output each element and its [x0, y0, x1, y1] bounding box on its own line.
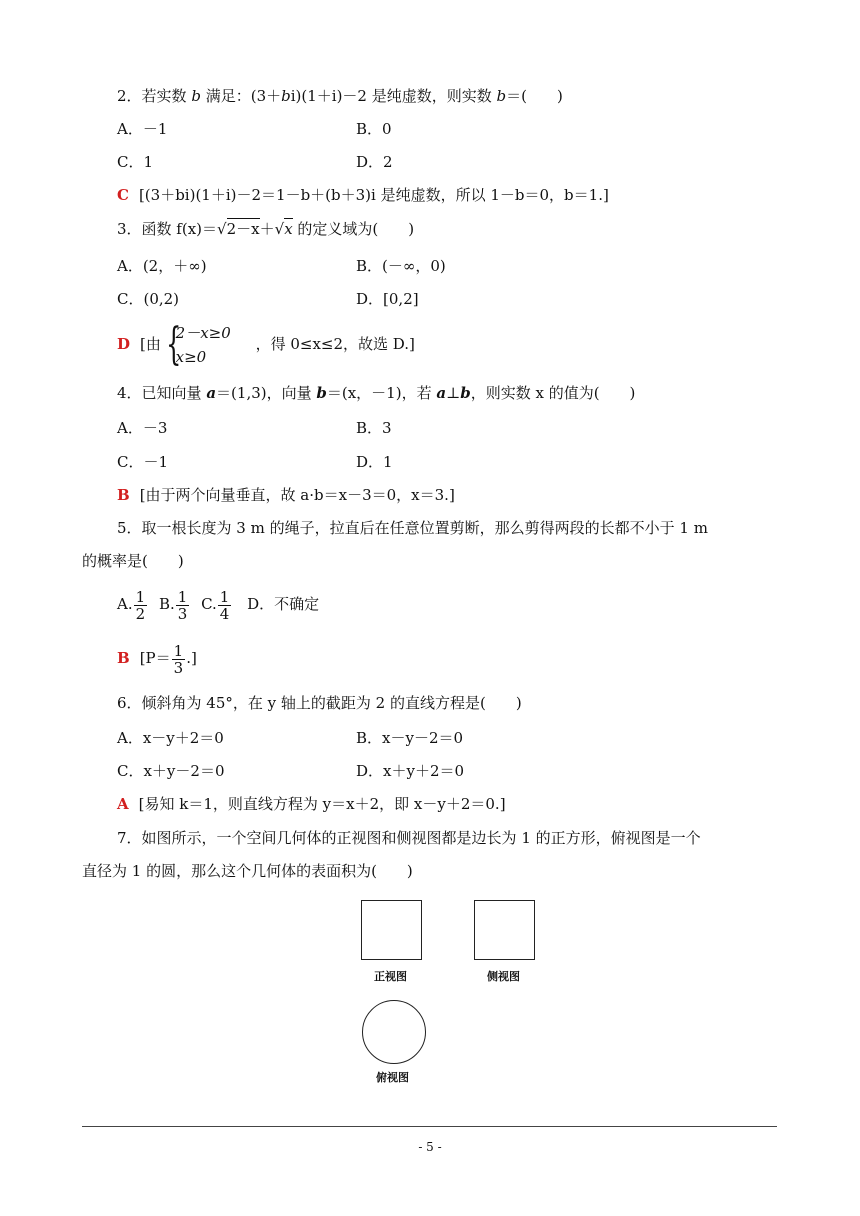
q3-explanation: [由 — [140, 335, 161, 353]
q3-answer-line — [117, 320, 415, 369]
q3-option-d: D．[0,2] — [356, 290, 419, 308]
q5-explanation: [P＝ — [139, 649, 171, 667]
q2-option-b: B．0 — [356, 120, 392, 138]
q3-option-c: C．(0,2) — [117, 290, 180, 308]
side-view-caption: 侧视图 — [487, 970, 520, 983]
sqrt-symbol: √ — [217, 220, 227, 238]
q2-var-b: b — [281, 87, 291, 105]
q4-option-c: C．－1 — [117, 453, 169, 471]
front-view-square — [361, 900, 422, 960]
q6-option-d: D．x＋y＋2＝0 — [356, 762, 465, 780]
q6-option-a: A．x－y＋2＝0 — [117, 729, 224, 747]
q6-answer-line — [117, 794, 506, 814]
q5-explanation: .] — [186, 649, 197, 667]
q7-stem-line-2: 直径为 1 的圆，那么这个几何体的表面积为( ) — [82, 862, 413, 880]
q2-stem-text: ＝( ) — [506, 87, 563, 105]
q5-answer-line — [117, 640, 197, 676]
q4-vector-a: a — [206, 384, 217, 402]
q4-stem-text: 4．已知向量 — [117, 384, 207, 402]
q3-system-row-2: x≥0 — [175, 348, 207, 366]
numerator: 1 — [173, 641, 184, 660]
top-view-caption: 俯视图 — [376, 1071, 409, 1084]
q6-option-b: B．x－y－2＝0 — [356, 729, 464, 747]
q2-stem-text: i)(1＋i)－2 是纯虚数，则实数 — [290, 87, 497, 105]
footer-rule — [82, 1126, 777, 1127]
q3-answer: D — [117, 335, 131, 353]
q3-plus: ＋ — [259, 220, 275, 238]
q3-option-b: B．(－∞，0) — [356, 257, 446, 275]
top-view-circle — [362, 1000, 426, 1064]
q4-answer-line — [117, 485, 455, 505]
q5-stem-line-1: 5．取一根长度为 3 m 的绳子，拉直后在任意位置剪断，那么剪得两段的长都不小于 1 m — [117, 519, 708, 537]
q4-explanation: [由于两个向量垂直，故 a·b＝x－3＝0，x＝3.] — [139, 486, 455, 504]
q2-answer-line — [117, 185, 609, 205]
q2-answer: C — [117, 186, 129, 204]
q6-option-c: C．x＋y－2＝0 — [117, 762, 225, 780]
denominator: 3 — [173, 658, 184, 677]
q3-radicand-2: x — [284, 220, 293, 238]
q3-stem-text: 3．函数 f(x)＝ — [117, 220, 218, 238]
denominator: 2 — [135, 604, 146, 623]
q3-radicand-1: 2－x — [226, 220, 260, 238]
q4-perp: ⊥ — [446, 384, 461, 402]
q2-option-d: D．2 — [356, 153, 393, 171]
q4-stem-text: ，则实数 x 的值为( ) — [470, 384, 636, 402]
q4-vector-a: a — [436, 384, 447, 402]
q3-inequality-system — [166, 321, 231, 369]
q2-var-b: b — [496, 87, 507, 105]
q5-option-b: B. — [158, 595, 175, 613]
q4-option-d: D．1 — [356, 453, 393, 471]
q2-explanation: [(3＋bi)(1＋i)－2＝1－b＋(b＋3)i 是纯虚数，所以 1－b＝0，b＝1.] — [138, 186, 609, 204]
q4-stem-text: ＝(x，－1)，若 — [326, 384, 437, 402]
q3-stem — [117, 219, 414, 239]
q5-stem-line-2: 的概率是( ) — [82, 552, 184, 570]
sqrt-symbol: √ — [274, 220, 285, 238]
q2-var-b: b — [191, 87, 201, 105]
q5-option-a: A. — [117, 595, 133, 613]
q4-answer: B — [117, 486, 130, 504]
denominator: 4 — [219, 604, 230, 623]
q2-option-c: C．1 — [117, 153, 154, 171]
q2-stem — [117, 86, 563, 106]
q4-option-b: B．3 — [356, 419, 392, 437]
numerator: 1 — [135, 587, 146, 606]
q6-answer: A — [117, 795, 129, 813]
q4-option-a: A．－3 — [117, 419, 168, 437]
q5-fraction-b — [176, 589, 190, 622]
q3-system-row-1: 2－x≥0 — [175, 324, 231, 342]
numerator: 1 — [177, 587, 188, 606]
q5-fraction-c — [218, 589, 232, 622]
q5-option-c: C. — [201, 595, 217, 613]
q4-vector-b: b — [460, 384, 471, 402]
front-view-caption: 正视图 — [374, 970, 407, 983]
q4-stem-text: ＝(1,3)，向量 — [216, 384, 317, 402]
q5-option-d: D．不确定 — [247, 595, 320, 613]
left-brace: { — [165, 319, 182, 370]
q7-stem-line-1: 7．如图所示，一个空间几何体的正视图和侧视图都是边长为 1 的正方形，俯视图是一个 — [117, 829, 701, 847]
q3-option-a: A．(2，＋∞) — [117, 257, 207, 275]
q6-explanation: [易知 k＝1，则直线方程为 y＝x＋2，即 x－y＋2＝0.] — [138, 795, 506, 813]
q5-fraction-answer — [172, 643, 186, 676]
q5-fraction-a — [134, 589, 148, 622]
q5-options — [117, 586, 319, 622]
q6-stem: 6．倾斜角为 45°，在 y 轴上的截距为 2 的直线方程是( ) — [117, 694, 522, 712]
denominator: 3 — [177, 604, 188, 623]
q2-stem-text: 2．若实数 — [117, 87, 187, 105]
q4-vector-b: b — [316, 384, 327, 402]
q3-explanation: ，得 0≤x≤2，故选 D.] — [255, 335, 415, 353]
page-number: - 5 - — [418, 1140, 442, 1154]
q4-stem — [117, 383, 635, 403]
side-view-square — [474, 900, 535, 960]
q2-stem-text: 满足：(3＋ — [205, 87, 282, 105]
q5-answer: B — [117, 649, 130, 667]
q2-option-a: A．－1 — [117, 120, 168, 138]
q3-stem-text: 的定义域为( ) — [292, 220, 415, 238]
numerator: 1 — [219, 587, 230, 606]
